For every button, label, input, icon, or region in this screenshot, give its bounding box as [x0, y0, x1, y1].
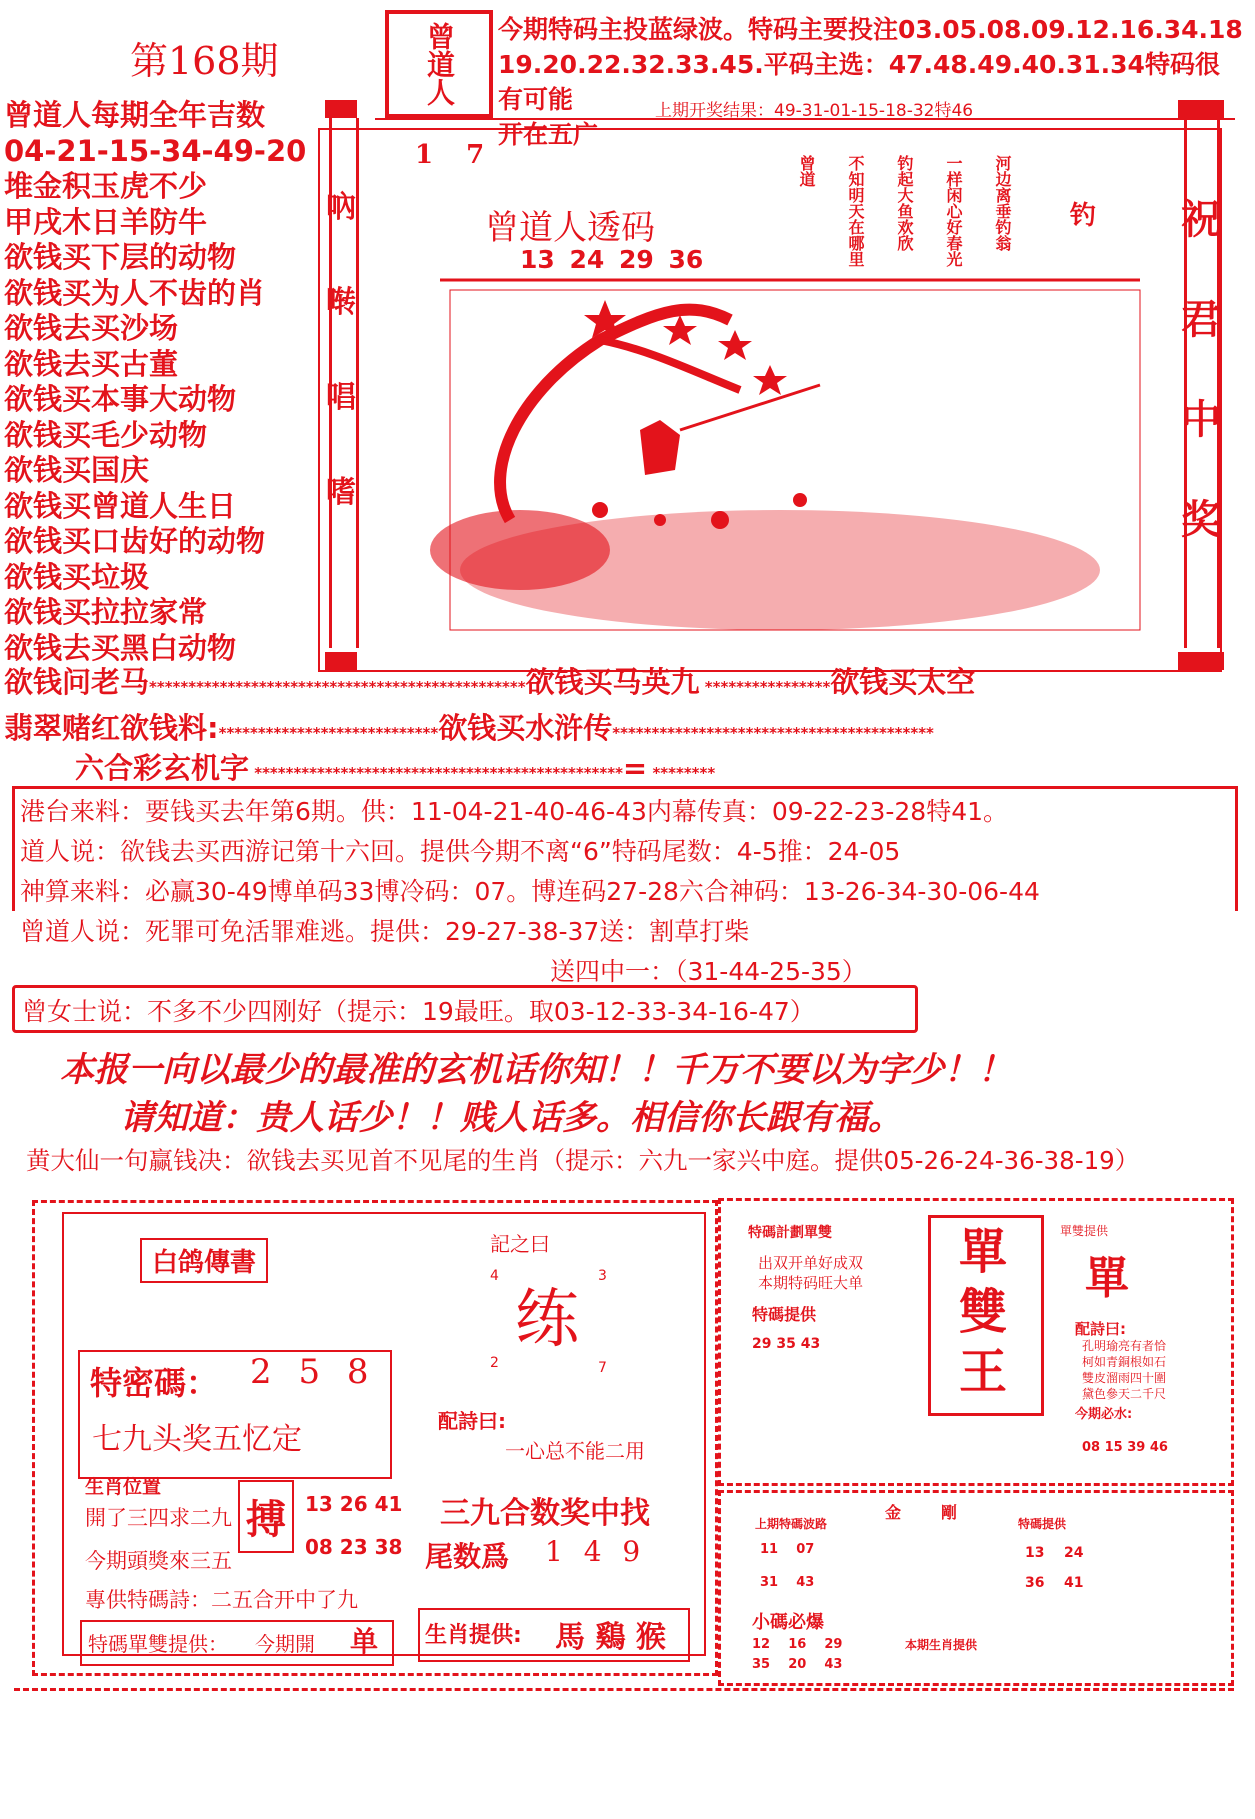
tail-label: 尾数爲	[425, 1540, 510, 1573]
history-title: 上期特碼波路	[755, 1517, 828, 1531]
pigeon-letter-title: 白鸽傳書	[140, 1238, 268, 1283]
right-scroll	[1178, 100, 1224, 670]
riddle-mid: 欲钱买马英九	[525, 665, 700, 699]
verse-column: 河边离垂钓翁	[993, 155, 1012, 251]
sd-king-char: 單	[958, 1224, 1007, 1280]
special-code-verse: 七九头奖五忆定	[92, 1422, 302, 1457]
picture-numbers: 13 24 29 36	[520, 245, 704, 274]
left-list-numbers: 04-21-15-34-49-20	[4, 133, 307, 168]
lady-line: 曾女士说：不多不少四刚好（提示：19最旺。取03-12-33-34-16-47）	[22, 997, 815, 1026]
left-riddle-list	[4, 98, 319, 666]
right-scroll-char: 中	[1181, 396, 1221, 443]
left-list-title: 曾道人每期全年吉数	[4, 98, 266, 132]
bo-numbers-1: 13 26 41	[305, 1492, 403, 1516]
must-label: 今期必水:	[1075, 1407, 1133, 1422]
verse-column: 一样闲心好春光	[944, 155, 963, 267]
last-result: 上期开奖结果：49-31-01-15-18-32特46	[655, 101, 974, 121]
issue-number: 第168期	[130, 39, 279, 83]
left-list-item: 欲钱买口齿好的动物	[4, 524, 266, 558]
sd-king-char: 王	[958, 1344, 1007, 1400]
history-numbers: 31 43	[760, 1575, 815, 1590]
left-scroll	[325, 100, 357, 670]
info-line: 港台来料：要钱买去年第6期。供：11-04-21-40-46-43内幕传真：09-22-23-28特41。	[20, 797, 1009, 826]
record-number: 2	[490, 1355, 499, 1371]
special-supply-numbers: 13 24	[1025, 1545, 1084, 1561]
left-list-item: 堆金积玉虎不少	[4, 169, 208, 203]
seal-logo	[385, 10, 493, 118]
left-scroll-char: 啭	[326, 285, 356, 320]
bottom-border	[14, 1688, 1234, 1691]
special-supply-label: 特碼提供	[1018, 1517, 1067, 1531]
sd-panel-note: 出双开单好成双	[758, 1254, 864, 1272]
right-scroll-char: 奖	[1181, 496, 1221, 543]
info-line: 送四中一：（31-44-25-35）	[550, 957, 867, 986]
history-numbers: 11 07	[760, 1542, 815, 1557]
record-poem: 一心总不能二用	[505, 1439, 645, 1463]
header-line-2: 19.20.22.32.33.45.平码主选：47.48.49.40.31.34特码很有可能	[498, 50, 1220, 114]
sd-panel-numbers: 29 35 43	[752, 1336, 821, 1352]
riddle-mid: 欲钱买水浒传	[438, 711, 613, 745]
left-list-item: 欲钱去买古董	[4, 346, 179, 381]
right-scroll-char: 祝	[1181, 196, 1221, 243]
special-code-numbers: 2 5 8	[250, 1352, 377, 1392]
verse-column: 钓起大鱼欢欣	[895, 155, 914, 251]
zodiac-line-2: 今期頭獎來三五	[85, 1549, 232, 1573]
small-code-numbers: 35 20 43	[752, 1657, 843, 1672]
vertical-verses	[795, 155, 1014, 275]
bo-character: 搏	[238, 1480, 294, 1553]
cut-poem	[1082, 1338, 1166, 1402]
huang-line: 黄大仙一句赢钱决：欲钱去买见首不见尾的生肖（提示：六九一家兴中庭。提供05-26-24-36-38-19）	[26, 1146, 1140, 1175]
verse-column: 不知明天在哪里	[846, 155, 865, 267]
riddle-left: 六合彩玄机字	[75, 751, 250, 785]
tail-numbers: 1 4 9	[545, 1535, 647, 1568]
small-code-numbers: 12 16 29	[752, 1637, 843, 1652]
fisherman-illustration	[360, 270, 1160, 640]
info-line: 道人说：欲钱去买西游记第十六回。提供今期不离“6”特码尾数：4-5推：24-05	[20, 837, 901, 866]
header-line-1: 今期特码主投蓝绿波。特码主要投注03.05.08.09.12.16.34.18	[498, 15, 1243, 44]
riddle-left: 欲钱问老马	[4, 665, 150, 699]
info-box-content	[20, 792, 1235, 992]
left-list-item: 欲钱买拉拉家常	[4, 595, 208, 629]
riddle-left: 翡翠赌红欲钱料:	[4, 711, 219, 745]
hint-line: 三九合数奖中找	[440, 1496, 650, 1531]
single-double-value: 今期開	[255, 1632, 315, 1656]
header-line-3: 开在五广	[498, 120, 599, 149]
slogan-1: 本报一向以最少的最准的玄机话你知！！千万不要以为字少！！	[60, 1050, 1012, 1090]
left-list-item: 欲钱买垃圾	[4, 559, 150, 594]
cut-character: 單	[1085, 1253, 1129, 1304]
picture-caption: 曾道人透码	[485, 208, 655, 248]
record-title: 記之曰	[490, 1232, 550, 1256]
sd-panel-note: 本期特码旺大单	[758, 1274, 864, 1292]
cut-title: 單雙提供	[1060, 1224, 1109, 1238]
left-scroll-char: 吶	[326, 190, 356, 225]
center-word: 金剛	[885, 1503, 998, 1522]
record-character: 练	[515, 1283, 579, 1357]
record-poem-label: 配詩曰:	[438, 1409, 506, 1433]
sd-panel-supply: 特碼提供	[752, 1305, 817, 1324]
riddle-right: 欲钱买太空	[830, 665, 976, 699]
zodiac-line-1: 開了三四求二九	[85, 1506, 232, 1530]
picture-top-numbers: 1 7	[415, 140, 497, 170]
left-list-item: 欲钱去买黑白动物	[4, 630, 237, 665]
special-code-label: 特密碼：	[90, 1364, 219, 1402]
info-line: 曾道人说：死罪可免活罪难逃。提供：29-27-38-37送：割草打柴	[20, 917, 750, 946]
zodiac-position-label: 生肖位置	[85, 1476, 162, 1498]
seal-logo-text: 曾道人	[423, 22, 456, 106]
riddle-line-3: 六合彩玄机字 ***********************************************= ********	[75, 751, 716, 785]
special-poem: 專供特碼詩：二五合开中了九	[85, 1588, 358, 1612]
left-list-item: 欲钱去买沙场	[4, 311, 179, 345]
bo-numbers-2: 08 23 38	[305, 1535, 403, 1559]
single-double-result: 单	[350, 1625, 379, 1658]
riddle-eq: =	[622, 751, 648, 785]
zodiac-supply-label: 生肖提供:	[425, 1623, 522, 1648]
left-scroll-char: 唱	[326, 380, 356, 415]
left-scroll-char: 嗜	[326, 475, 356, 510]
left-list-item: 欲钱买下层的动物	[4, 240, 237, 274]
cut-poem-line: 柯如青銅根如石	[1082, 1355, 1167, 1369]
zodiac-provide-label: 本期生肖提供	[905, 1638, 978, 1652]
left-list-item: 甲戌木日羊防牛	[4, 204, 208, 239]
must-numbers: 08 15 39 46	[1082, 1440, 1168, 1455]
record-number: 7	[598, 1360, 607, 1376]
sd-king-char: 雙	[958, 1284, 1007, 1340]
riddle-line-2: 翡翠赌红欲钱料:****************************欲钱买水浒传*****************************************	[4, 711, 934, 745]
left-list-item: 欲钱买国庆	[4, 453, 150, 487]
zodiac-supply-values: 馬 鷄 猴	[555, 1620, 666, 1655]
single-double-label: 特碼單雙提供：	[88, 1632, 228, 1656]
left-list-item: 欲钱买曾道人生日	[4, 488, 237, 523]
slogan-2: 请知道：贵人话少！！贱人话多。相信你长跟有福。	[120, 1098, 902, 1138]
sd-panel-title: 特碼計劃單雙	[748, 1225, 832, 1241]
riddle-line-1: 欲钱问老马************************************************欲钱买马英九 ****************欲钱买太空	[4, 665, 976, 699]
left-list-item: 欲钱买为人不齿的肖	[4, 275, 266, 310]
left-list-item: 欲钱买毛少动物	[4, 417, 208, 452]
record-number: 3	[598, 1268, 607, 1284]
verse-column: 曾道	[797, 155, 816, 187]
cut-poem-label: 配詩曰:	[1075, 1320, 1126, 1338]
cut-poem-line: 黛色參天二千尺	[1082, 1387, 1167, 1401]
special-supply-numbers: 36 41	[1025, 1575, 1084, 1591]
record-number: 4	[490, 1268, 499, 1284]
right-scroll-char: 君	[1181, 296, 1221, 343]
cut-poem-line: 雙皮溜雨四十圍	[1082, 1371, 1167, 1385]
left-list-item: 欲钱买本事大动物	[4, 382, 237, 416]
picture-fishing-char: 钓	[1070, 201, 1097, 231]
cut-poem-line: 孔明瑜亮有者恰	[1082, 1339, 1167, 1353]
info-line: 神算来料：必赢30-49博单码33博冷码：07。博连码27-28六合神码：13-26-34-30-06-44	[20, 877, 1040, 906]
sd-king-chars	[928, 1222, 1038, 1402]
small-code-title: 小碼必爆	[752, 1612, 824, 1633]
